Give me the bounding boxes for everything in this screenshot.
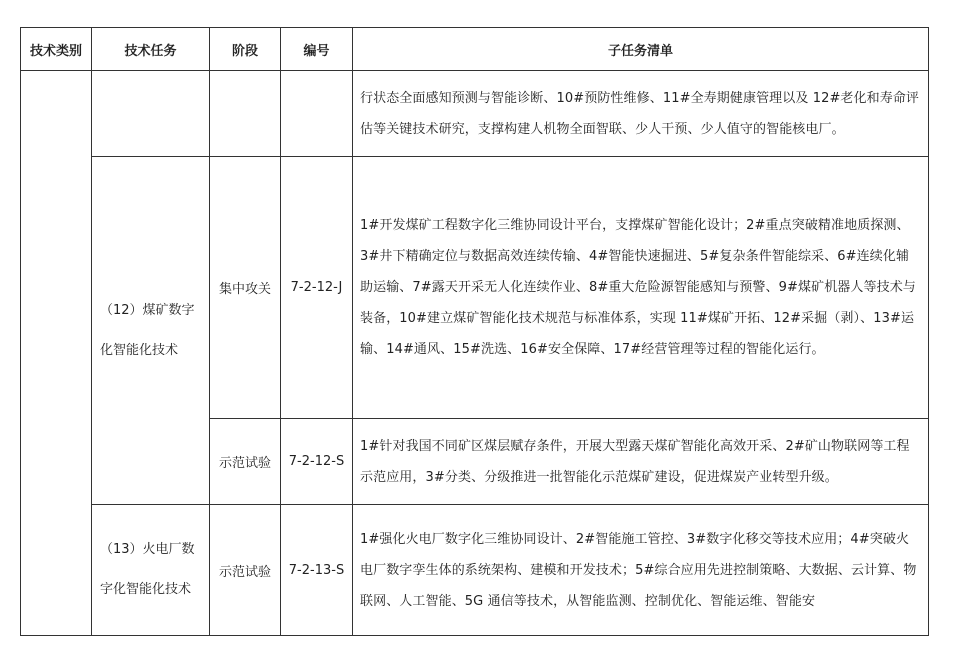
task-cell: （13）火电厂数字化智能化技术: [92, 505, 210, 636]
table-row: [21, 505, 929, 636]
table-row: [21, 157, 929, 419]
number-cell: 7-2-12-S: [281, 419, 353, 505]
task-cell: [92, 71, 210, 157]
technology-task-table: [20, 27, 929, 636]
stage-cell: 示范试验: [210, 419, 281, 505]
number-cell: 7-2-12-J: [281, 157, 353, 419]
stage-cell: [210, 71, 281, 157]
header-subtasks: 子任务清单: [353, 28, 929, 71]
subtasks-cell: 1#强化火电厂数字化三维协同设计、2#智能施工管控、3#数字化移交等技术应用；4#突破火电厂数字孪生体的系统架构、建模和开发技术；5#综合应用先进控制策略、大数据、云计算、物联网、人工智能、5G 通信等技术，从智能监测、控制优化、智能运维、智能安: [353, 505, 929, 636]
number-cell: 7-2-13-S: [281, 505, 353, 636]
header-number: 编号: [281, 28, 353, 71]
header-task: 技术任务: [92, 28, 210, 71]
category-cell: [21, 71, 92, 636]
subtasks-cell: 1#开发煤矿工程数字化三维协同设计平台，支撑煤矿智能化设计；2#重点突破精准地质探测、3#井下精确定位与数据高效连续传输、4#智能快速掘进、5#复杂条件智能综采、6#连续化辅助运输、7#露天开采无人化连续作业、8#重大危险源智能感知与预警、9#煤矿机器人等技术与装备，10#建立煤矿智能化技术规范与标准体系，实现 11#煤矿开拓、12#采掘（剥）、13#运输、14#通风、15#洗选、16#安全保障、17#经营管理等过程的智能化运行。: [353, 157, 929, 419]
task-cell: （12）煤矿数字化智能化技术: [92, 157, 210, 505]
table-header-row: [21, 28, 929, 71]
header-category: 技术类别: [21, 28, 92, 71]
subtasks-cell: 行状态全面感知预测与智能诊断、10#预防性维修、11#全寿期健康管理以及 12#老化和寿命评估等关键技术研究，支撑构建人机物全面智联、少人干预、少人值守的智能核电厂。: [353, 71, 929, 157]
stage-cell: 示范试验: [210, 505, 281, 636]
stage-cell: 集中攻关: [210, 157, 281, 419]
subtasks-cell: 1#针对我国不同矿区煤层赋存条件，开展大型露天煤矿智能化高效开采、2#矿山物联网等工程示范应用，3#分类、分级推进一批智能化示范煤矿建设，促进煤炭产业转型升级。: [353, 419, 929, 505]
table-row: [21, 71, 929, 157]
header-stage: 阶段: [210, 28, 281, 71]
number-cell: [281, 71, 353, 157]
